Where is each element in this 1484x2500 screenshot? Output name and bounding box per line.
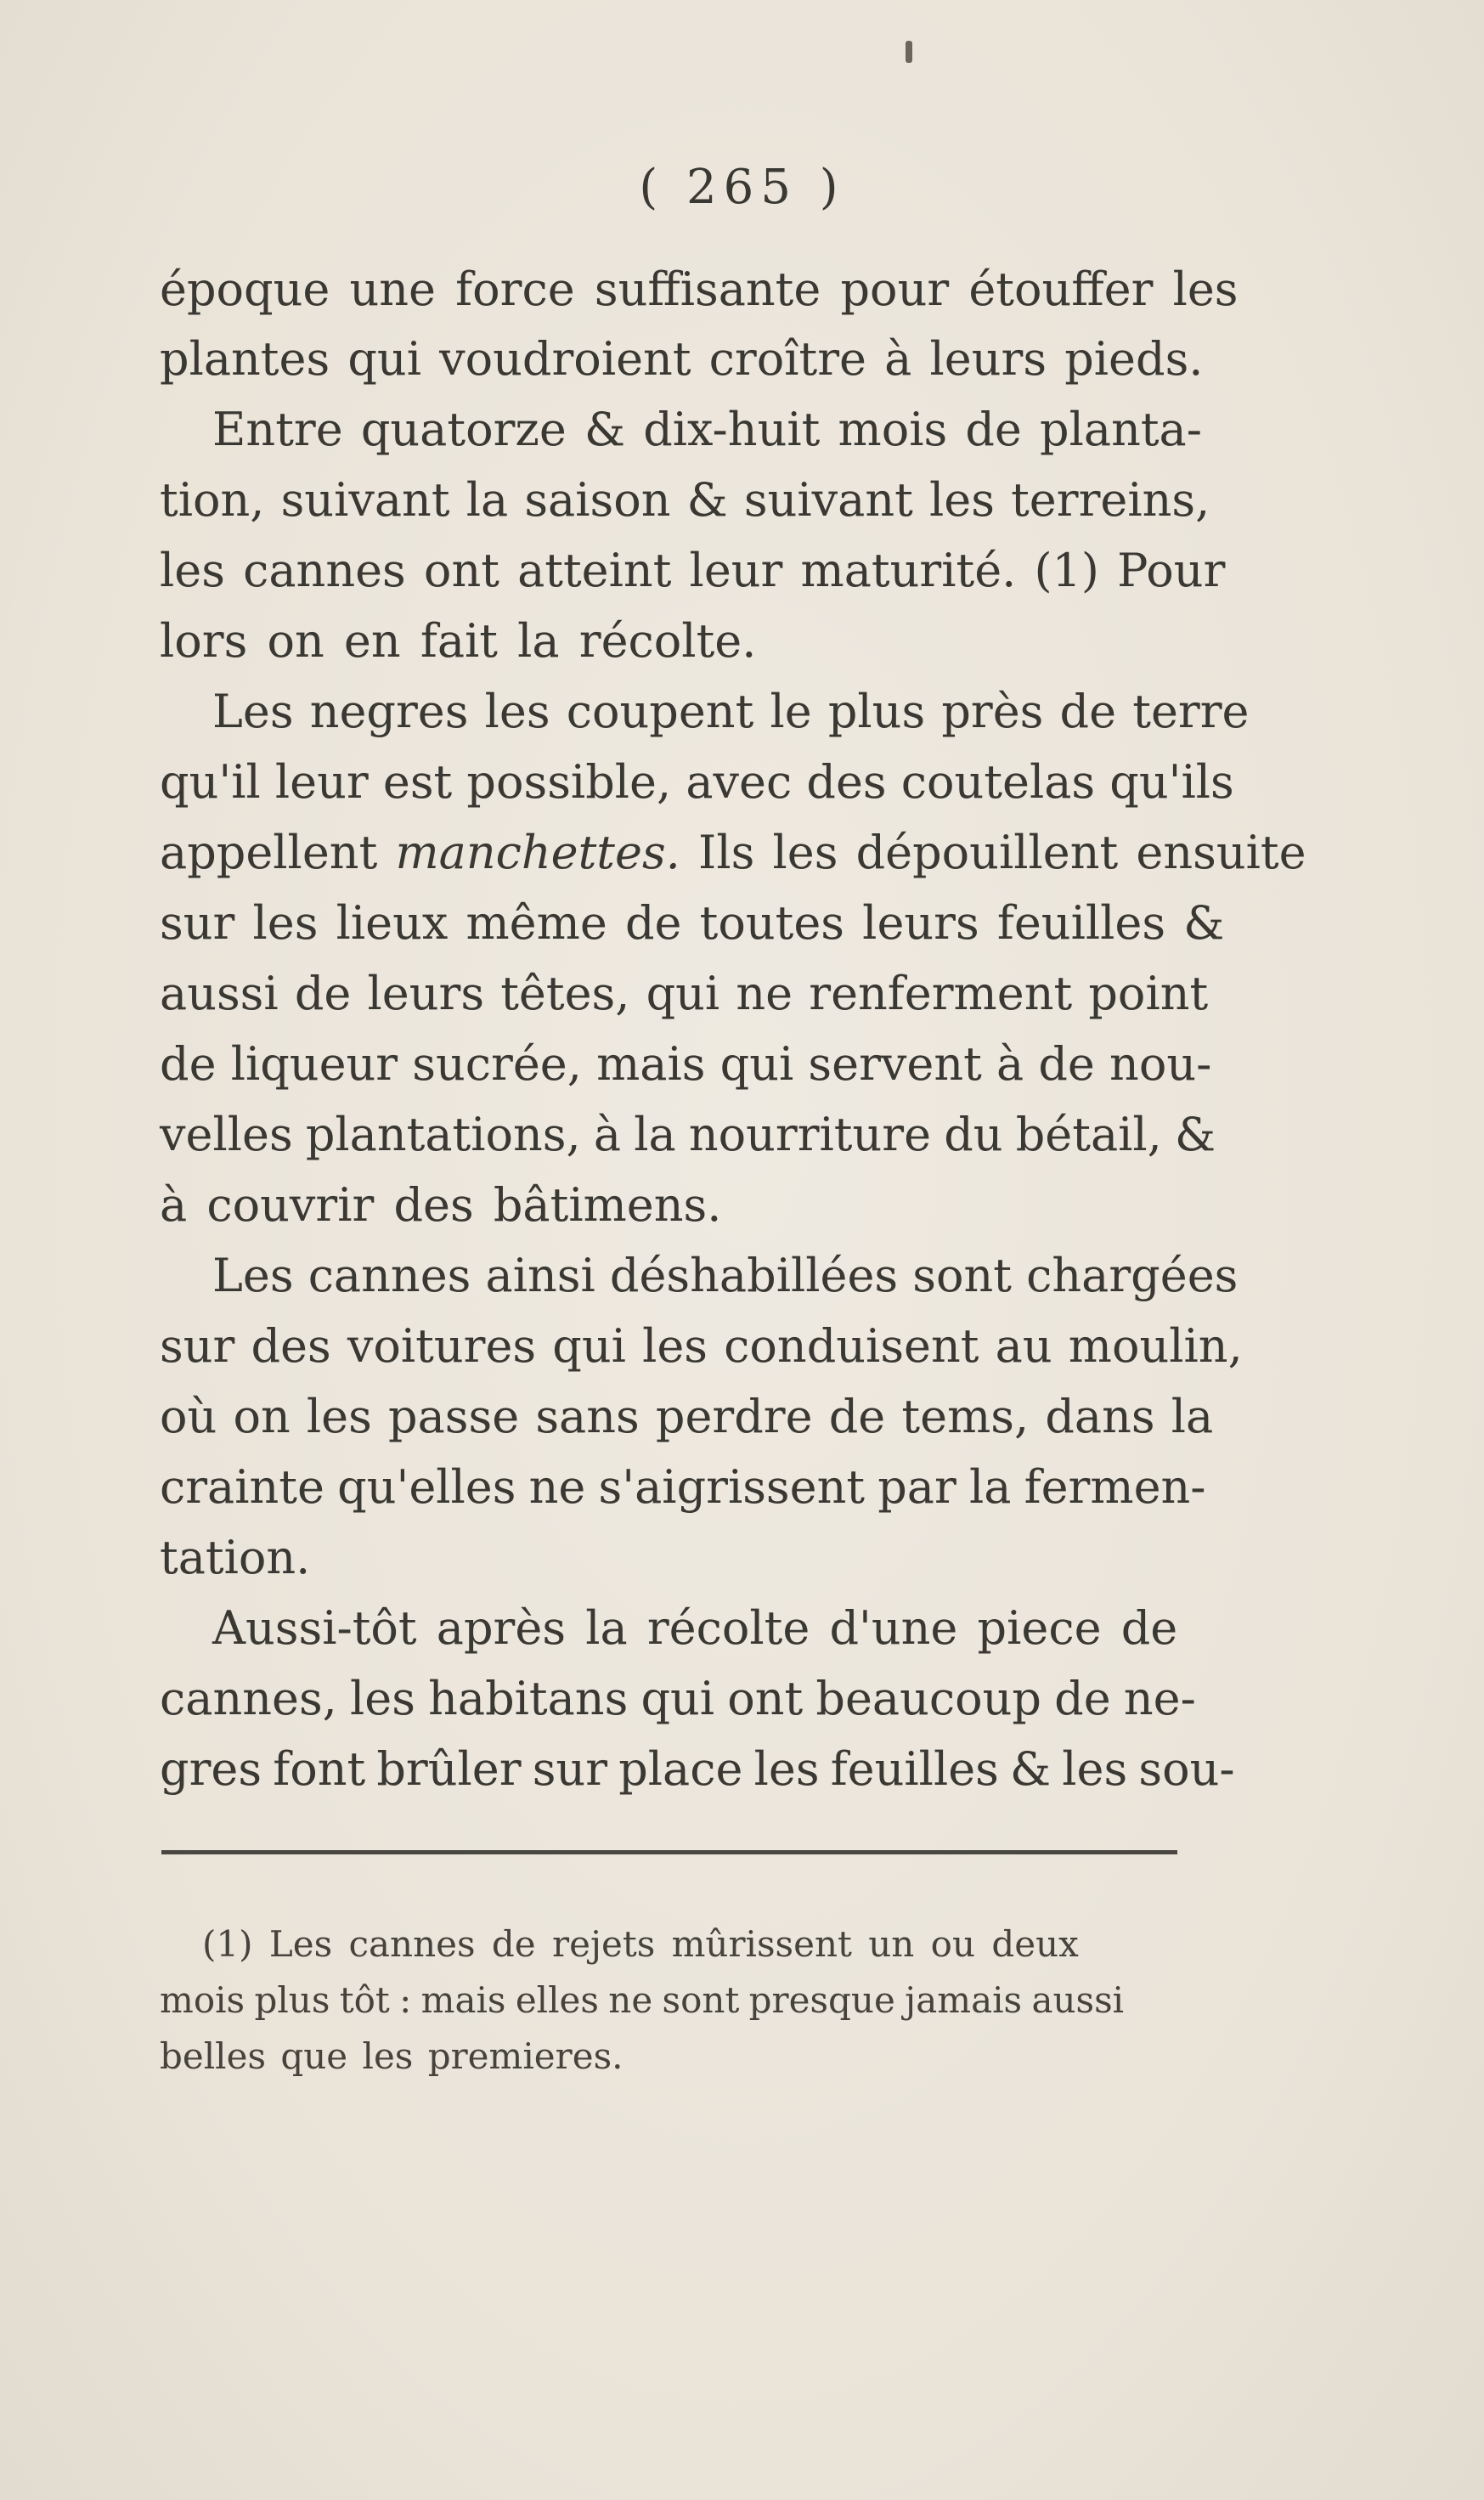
text-segment: Ils les dépouillent ensuite xyxy=(698,826,1306,879)
text-line: Entre quatorze & dix-huit mois de planta- xyxy=(212,403,1202,456)
text-line: tion, suivant la saison & suivant les terreins, xyxy=(160,473,1210,527)
text-line: sur les lieux même de toutes leurs feuilles & xyxy=(160,896,1225,950)
text-line: lors on en fait la récolte. xyxy=(160,614,757,668)
text-line: Aussi-tôt après la récolte d'une piece de xyxy=(212,1601,1178,1655)
footnote-line: mois plus tôt : mais elles ne sont presque jamais aussi xyxy=(160,1979,1125,2021)
text-line: cannes, les habitans qui ont beaucoup de ne- xyxy=(160,1672,1196,1725)
text-line: les cannes ont atteint leur maturité. (1) Pour xyxy=(160,544,1226,597)
text-line: où on les passe sans perdre de tems, dans la xyxy=(160,1390,1214,1443)
text-line: plantes qui voudroient croître à leurs pieds. xyxy=(160,332,1204,386)
ink-mark xyxy=(906,41,912,63)
footnote-line: belles que les premieres. xyxy=(160,2035,624,2077)
text-line: époque une force suffisante pour étouffer les xyxy=(160,262,1239,316)
text-line: Les cannes ainsi déshabillées sont chargées xyxy=(212,1249,1239,1302)
page-number: ( 265 ) xyxy=(639,160,845,215)
text-line: qu'il leur est possible, avec des coutelas qu'ils xyxy=(160,755,1234,809)
text-line: aussi de leurs têtes, qui ne renferment point xyxy=(160,967,1209,1020)
text-line: à couvrir des bâtimens. xyxy=(160,1178,722,1232)
text-line: tation. xyxy=(160,1531,311,1584)
text-line: sur des voitures qui les conduisent au moulin, xyxy=(160,1319,1243,1373)
text-segment: appellent xyxy=(160,826,378,879)
footnote-line: (1) Les cannes de rejets mûrissent un ou deux xyxy=(202,1923,1079,1965)
text-line: crainte qu'elles ne s'aigrissent par la fermen- xyxy=(160,1460,1206,1514)
footnote-rule xyxy=(161,1850,1177,1854)
text-line: Les negres les coupent le plus près de terre xyxy=(212,685,1250,738)
text-line: gres font brûler sur place les feuilles & les sou- xyxy=(160,1742,1235,1796)
italic-term: manchettes. xyxy=(395,826,680,879)
text-line: de liqueur sucrée, mais qui servent à de nou- xyxy=(160,1037,1212,1091)
text-line xyxy=(160,818,1306,888)
text-line: velles plantations, à la nourriture du bétail, & xyxy=(160,1108,1216,1161)
